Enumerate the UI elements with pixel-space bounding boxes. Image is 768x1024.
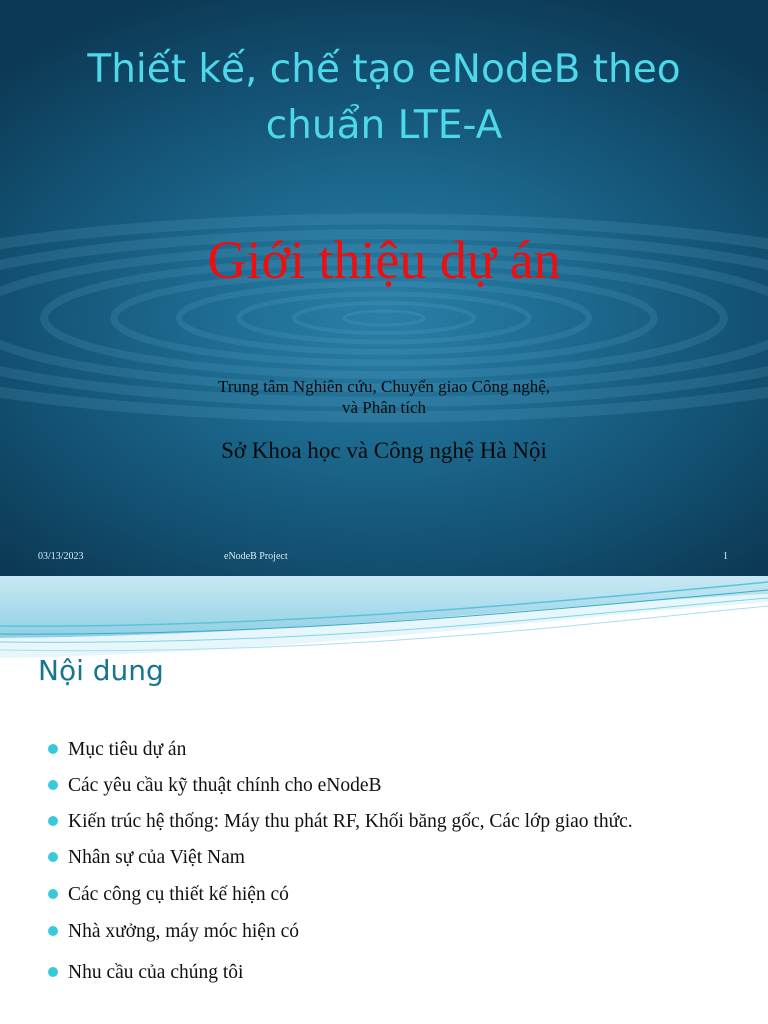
list-item <box>48 957 728 988</box>
contents-list <box>48 734 728 988</box>
list-item <box>48 770 728 801</box>
slide-subtitle: Giới thiệu dự án <box>207 230 561 290</box>
organization-line-1: Trung tâm Nghiên cứu, Chuyển giao Công nghệ, <box>217 377 551 396</box>
list-item-text: Các công cụ thiết kế hiện có <box>68 884 289 905</box>
contents-title: Nội dung <box>38 654 164 687</box>
bullet-dot-icon <box>48 889 58 899</box>
list-item-text: Các yêu cầu kỹ thuật chính cho eNodeB <box>68 775 382 796</box>
footer-date: 03/13/2023 <box>38 551 84 562</box>
bullet-dot-icon <box>48 780 58 790</box>
list-item-text: Nhân sự của Việt Nam <box>68 847 245 868</box>
list-item-text: Nhu cầu của chúng tôi <box>68 962 244 983</box>
list-item <box>48 734 728 765</box>
list-item <box>48 916 728 947</box>
footer-page-number: 1 <box>723 551 728 562</box>
slide-title: Thiết kế, chế tạo eNodeB theo chuẩn LTE-A <box>87 47 681 148</box>
list-item-text: Kiến trúc hệ thống: Máy thu phát RF, Khối băng gốc, Các lớp giao thức. <box>68 811 633 832</box>
bullet-dot-icon <box>48 744 58 754</box>
list-item <box>48 842 728 873</box>
list-item <box>48 879 728 910</box>
list-item-text: Mục tiêu dự án <box>68 739 187 760</box>
organization-name: Sở Khoa học và Công nghệ Hà Nội <box>221 438 547 463</box>
bullet-dot-icon <box>48 926 58 936</box>
list-item-text: Nhà xưởng, máy móc hiện có <box>68 921 299 942</box>
organization-line-2: và Phân tích <box>341 398 427 417</box>
footer-project: eNodeB Project <box>224 551 288 562</box>
organization-department <box>100 376 668 418</box>
list-item <box>48 806 728 837</box>
bullet-dot-icon <box>48 967 58 977</box>
bullet-dot-icon <box>48 816 58 826</box>
bullet-dot-icon <box>48 852 58 862</box>
contents-slide <box>0 576 768 1024</box>
